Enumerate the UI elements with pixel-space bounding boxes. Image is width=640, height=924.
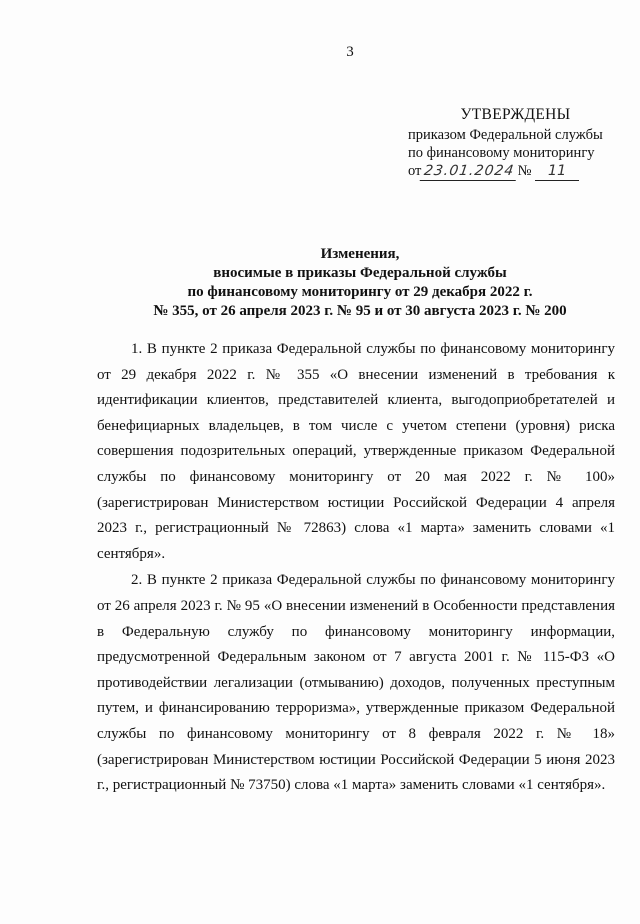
- handwritten-number: 11: [535, 162, 579, 181]
- paragraph-1: 1. В пункте 2 приказа Федеральной службы по финансовому мониторингу от 29 декабря 2022 г. № 355 «О внесении изменений в требования к идентификации клиентов, представителей клиента, выгодоприобретателей и бенефициарных владельцев, в том числе с учетом степени (уровня) риска совершения подозрительных операций, утвержденные приказом Федеральной службы по финансовому мониторингу от 20 мая 2022 г. № 100» (зарегистрирован Министерством юстиции Российской Федерации 4 апреля 2023 г., регистрационный № 72863) слова «1 марта» заменить словами «1 сентября».: [97, 341, 615, 562]
- approval-line-1: приказом Федеральной службы: [408, 127, 603, 143]
- approval-title: УТВЕРЖДЕНЫ: [460, 106, 571, 123]
- page-number: 3: [346, 44, 354, 60]
- heading-line-4: № 355, от 26 апреля 2023 г. № 95 и от 30 августа 2023 г. № 200: [153, 303, 567, 319]
- number-prefix: №: [517, 163, 532, 179]
- heading-line-2: вносимые в приказы Федеральной службы: [213, 265, 507, 281]
- approval-stamp-block: [408, 106, 623, 182]
- approval-date-number-row: [408, 162, 623, 182]
- document-heading: [100, 245, 620, 321]
- heading-line-3: по финансовому мониторингу от 29 декабря 2022 г.: [187, 284, 533, 300]
- heading-line-1: Изменения,: [320, 246, 400, 262]
- approval-line-2: по финансовому мониторингу: [408, 145, 595, 161]
- document-body: [97, 337, 615, 800]
- paragraph-2: 2. В пункте 2 приказа Федеральной службы по финансовому мониторингу от 26 апреля 2023 г. № 95 «О внесении изменений в Особенности представления в Федеральную службу по финансовому мониторингу информации, предусмотренной Федеральным законом от 7 августа 2001 г. № 115-ФЗ «О противодействии легализации (отмыванию) доходов, полученных преступным путем, и финансированию терроризма», утвержденные приказом Федеральной службы по финансовому мониторингу от 8 февраля 2022 г. № 18» (зарегистрирован Министерством юстиции Российской Федерации 5 июня 2023 г., регистрационный № 73750) слова «1 марта» заменить словами «1 сентября».: [97, 572, 615, 794]
- handwritten-date: 23.01.2024: [420, 162, 519, 181]
- date-prefix: от: [408, 163, 422, 179]
